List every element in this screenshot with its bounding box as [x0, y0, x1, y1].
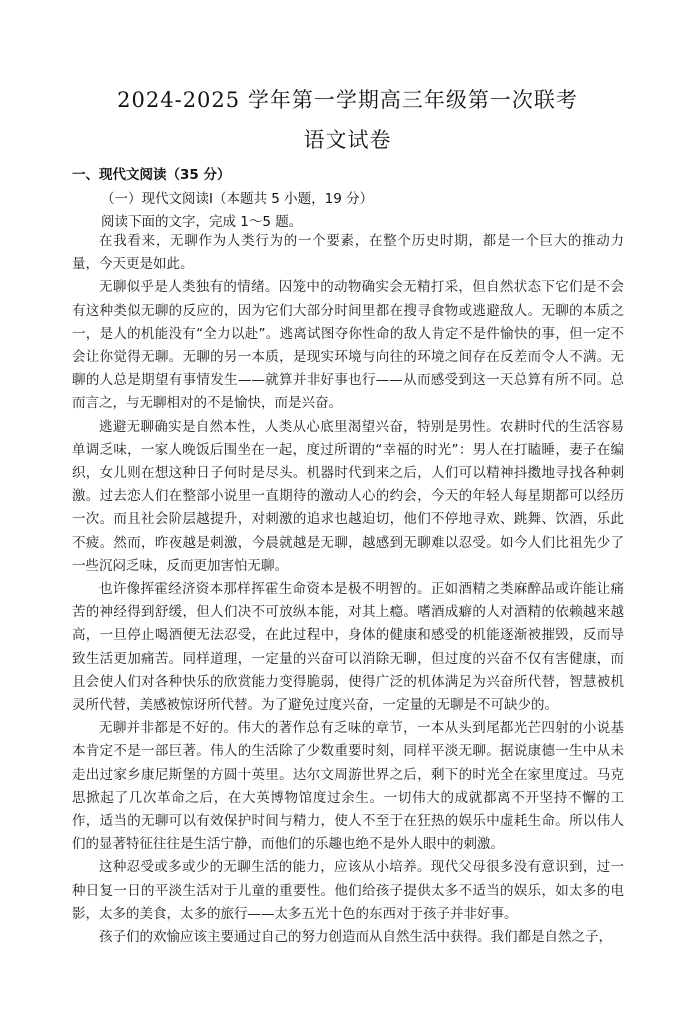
passage-paragraph: 无聊似乎是人类独有的情绪。囚笼中的动物确实会无精打采，但自然状态下它们是不会有这种类似无聊的反应的，因为它们大部分时间里都在搜寻食物或逃避敌人。无聊的本质之一，是人的机能没有“全力以赴”。逃离试图夺你性命的敌人肯定不是件愉快的事，但一定不会让你觉得无聊。无聊的另一本质，是现实环境与向往的环境之间存在反差而令人不满。无聊的人总是期望有事情发生——就算并非好事也行——从而感受到这一天总算有所不同。总而言之，与无聊相对的不是愉快，而是兴奋。: [72, 279, 624, 412]
section-heading: 一、现代文阅读（35 分）: [72, 167, 231, 183]
exam-title: 2024-2025 学年第一学期高三年级第一次联考: [117, 88, 578, 112]
passage-paragraph: 逃避无聊确实是自然本性，人类从心底里渴望兴奋，特别是男性。农耕时代的生活容易单调乏味，一家人晚饭后围坐在一起，度过所谓的“幸福的时光”：男人在打瞌睡，妻子在编织，女儿则在想这种日子何时是尽头。机器时代到来之后，人们可以精神抖擞地寻找各种刺激。过去恋人们在整部小说里一直期待的激动人心的约会，今天的年轻人每星期都可以经历一次。而且社会阶层越提升，对刺激的追求也越迫切，他们不停地寻欢、跳舞、饮酒，乐此不疲。然而，昨夜越是刺激，今晨就越是无聊，越感到无聊难以忍受。如今人们比祖先少了一些沉闷乏味，反而更加害怕无聊。: [72, 418, 624, 574]
exam-subtitle: 语文试卷: [303, 128, 392, 152]
passage-paragraph: 孩子们的欢愉应该主要通过自己的努力创造而从自然生活中获得。我们都是自然之子，: [99, 929, 612, 946]
reading-passage: [72, 230, 624, 949]
passage-paragraph: 也许像挥霍经济资本那样挥霍生命资本是极不明智的。正如酒精之类麻醉品或许能让痛苦的神经得到舒缓，但人们决不可放纵本能，对其上瘾。嗜酒成癖的人对酒精的依赖越来越高，一旦停止喝酒便无法忍受，在此过程中，身体的健康和感受的机能逐渐被摧毁，反而导致生活更加痛苦。同样道理，一定量的兴奋可以消除无聊，但过度的兴奋不仅有害健康，而且会使人们对各种快乐的欣赏能力变得脆弱，使得广泛的机体满足为兴奋所代替，智慧被机灵所代替，美感被惊讶所代替。为了避免过度兴奋，一定量的无聊是不可缺少的。: [72, 581, 624, 714]
passage-paragraph: 无聊并非都是不好的。伟大的著作总有乏味的章节，一本从头到尾都光芒四射的小说基本肯定不是一部巨著。伟人的生活除了少数重要时刻，同样平淡无聊。据说康德一生中从未走出过家乡康尼斯堡的方圆十英里。达尔文周游世界之后，剩下的时光全在家里度过。马克思掀起了几次革命之后，在大英博物馆度过余生。一切伟大的成就都离不开坚持不懈的工作，适当的无聊可以有效保护时间与精力，使人不至于在狂热的娱乐中虚耗生命。所以伟人们的显著特征往往是生活宁静，而他们的乐趣也绝不是外人眼中的刺激。: [72, 720, 624, 853]
reading-instruction: 阅读下面的文字，完成 1～5 题。: [101, 214, 303, 230]
passage-paragraph: 在我看来，无聊作为人类行为的一个要素，在整个历史时期，都是一个巨大的推动力量，今天更是如此。: [72, 233, 624, 273]
passage-paragraph: 这种忍受或多或少的无聊生活的能力，应该从小培养。现代父母很多没有意识到，过一种日复一日的平淡生活对于儿童的重要性。他们给孩子提供太多不适当的娱乐，如太多的电影，太多的美食，太多的旅行——太多五光十色的东西对于孩子并非好事。: [72, 859, 624, 922]
section-subheading: （一）现代文阅读Ⅰ（本题共 5 小题，19 分）: [101, 191, 374, 207]
